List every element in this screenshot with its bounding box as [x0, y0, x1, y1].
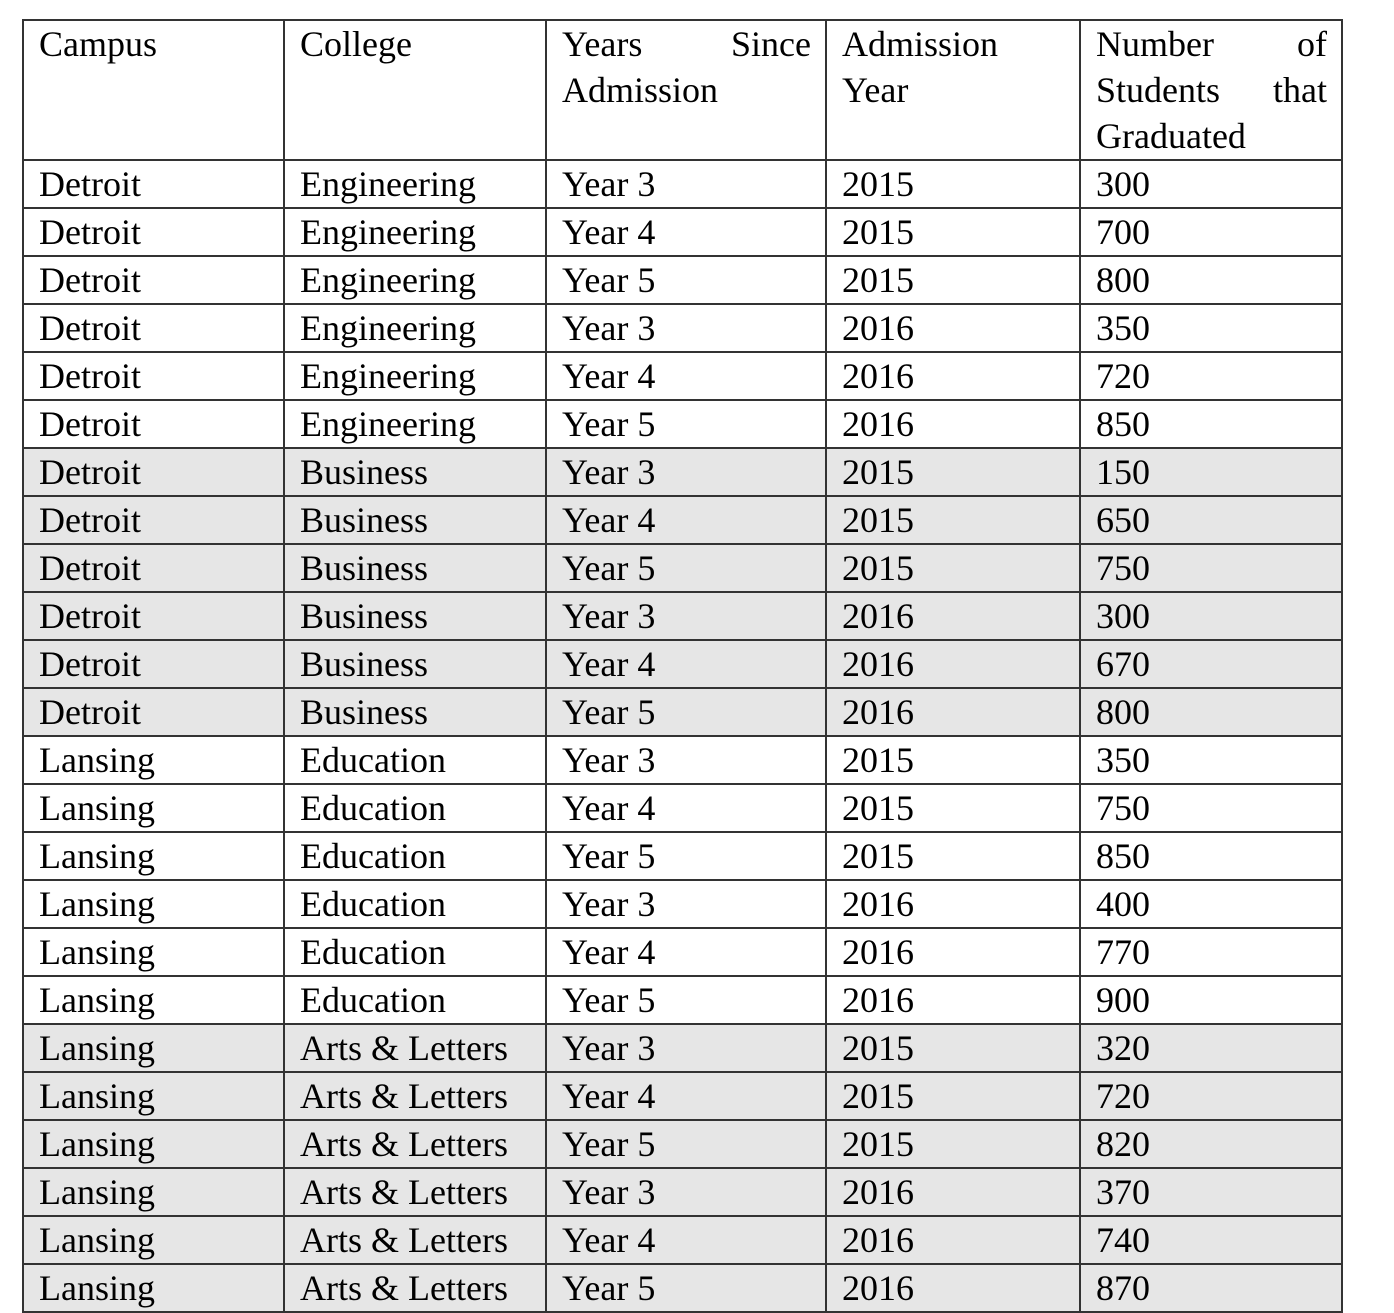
cell-years-since-admission: Year 4 — [546, 208, 826, 256]
table-row — [23, 304, 1342, 352]
cell-college: Business — [284, 688, 546, 736]
cell-years-since-admission: Year 5 — [546, 976, 826, 1024]
table-row — [23, 880, 1342, 928]
cell-years-since-admission: Year 3 — [546, 880, 826, 928]
cell-students-graduated: 670 — [1080, 640, 1342, 688]
cell-admission-year: 2015 — [826, 1072, 1080, 1120]
cell-campus: Detroit — [23, 544, 284, 592]
cell-campus: Lansing — [23, 784, 284, 832]
cell-admission-year: 2016 — [826, 592, 1080, 640]
cell-college: Engineering — [284, 160, 546, 208]
cell-campus: Detroit — [23, 592, 284, 640]
cell-admission-year: 2016 — [826, 640, 1080, 688]
cell-students-graduated: 750 — [1080, 544, 1342, 592]
cell-students-graduated: 820 — [1080, 1120, 1342, 1168]
cell-college: Business — [284, 496, 546, 544]
table-row — [23, 736, 1342, 784]
cell-campus: Lansing — [23, 736, 284, 784]
cell-students-graduated: 300 — [1080, 592, 1342, 640]
cell-students-graduated: 800 — [1080, 256, 1342, 304]
table-row — [23, 256, 1342, 304]
header-campus: Campus — [23, 20, 284, 160]
table-row — [23, 1024, 1342, 1072]
table-row — [23, 448, 1342, 496]
cell-campus: Lansing — [23, 832, 284, 880]
table-row — [23, 544, 1342, 592]
cell-campus: Lansing — [23, 1024, 284, 1072]
cell-campus: Detroit — [23, 304, 284, 352]
cell-college: Education — [284, 880, 546, 928]
cell-years-since-admission: Year 4 — [546, 1072, 826, 1120]
cell-students-graduated: 650 — [1080, 496, 1342, 544]
table-row — [23, 208, 1342, 256]
cell-college: Education — [284, 736, 546, 784]
cell-campus: Detroit — [23, 256, 284, 304]
cell-college: Arts & Letters — [284, 1120, 546, 1168]
cell-campus: Lansing — [23, 880, 284, 928]
table-row — [23, 688, 1342, 736]
cell-college: Engineering — [284, 400, 546, 448]
cell-students-graduated: 770 — [1080, 928, 1342, 976]
header-admission-year: Admission Year — [826, 20, 1080, 160]
cell-admission-year: 2015 — [826, 1024, 1080, 1072]
cell-college: Engineering — [284, 304, 546, 352]
graduation-table — [22, 19, 1343, 1313]
cell-campus: Lansing — [23, 1264, 284, 1312]
cell-years-since-admission: Year 3 — [546, 448, 826, 496]
cell-college: Arts & Letters — [284, 1168, 546, 1216]
cell-students-graduated: 370 — [1080, 1168, 1342, 1216]
cell-admission-year: 2015 — [826, 784, 1080, 832]
cell-admission-year: 2016 — [826, 1216, 1080, 1264]
table-row — [23, 832, 1342, 880]
cell-college: Arts & Letters — [284, 1072, 546, 1120]
cell-campus: Lansing — [23, 1072, 284, 1120]
cell-years-since-admission: Year 3 — [546, 304, 826, 352]
cell-college: Arts & Letters — [284, 1216, 546, 1264]
cell-college: Arts & Letters — [284, 1264, 546, 1312]
cell-campus: Detroit — [23, 160, 284, 208]
table-row — [23, 1120, 1342, 1168]
cell-years-since-admission: Year 4 — [546, 496, 826, 544]
cell-students-graduated: 850 — [1080, 400, 1342, 448]
cell-students-graduated: 720 — [1080, 352, 1342, 400]
cell-campus: Detroit — [23, 640, 284, 688]
cell-admission-year: 2015 — [826, 448, 1080, 496]
cell-students-graduated: 350 — [1080, 304, 1342, 352]
header-years-since-admission: Years Since Admission — [546, 20, 826, 160]
table-row — [23, 1168, 1342, 1216]
cell-campus: Detroit — [23, 400, 284, 448]
cell-students-graduated: 720 — [1080, 1072, 1342, 1120]
cell-campus: Detroit — [23, 352, 284, 400]
cell-admission-year: 2016 — [826, 976, 1080, 1024]
header-row — [23, 20, 1342, 160]
cell-college: Business — [284, 544, 546, 592]
cell-admission-year: 2016 — [826, 928, 1080, 976]
cell-years-since-admission: Year 4 — [546, 640, 826, 688]
cell-college: Education — [284, 784, 546, 832]
cell-campus: Detroit — [23, 448, 284, 496]
cell-years-since-admission: Year 5 — [546, 688, 826, 736]
cell-admission-year: 2015 — [826, 160, 1080, 208]
cell-students-graduated: 350 — [1080, 736, 1342, 784]
header-students-graduated: Number of Students that Graduated — [1080, 20, 1342, 160]
cell-years-since-admission: Year 4 — [546, 928, 826, 976]
cell-college: Education — [284, 832, 546, 880]
cell-admission-year: 2015 — [826, 496, 1080, 544]
cell-admission-year: 2015 — [826, 736, 1080, 784]
cell-campus: Detroit — [23, 496, 284, 544]
cell-campus: Lansing — [23, 1216, 284, 1264]
cell-admission-year: 2016 — [826, 352, 1080, 400]
cell-admission-year: 2016 — [826, 400, 1080, 448]
cell-campus: Detroit — [23, 208, 284, 256]
cell-years-since-admission: Year 4 — [546, 784, 826, 832]
table-row — [23, 1264, 1342, 1312]
cell-years-since-admission: Year 5 — [546, 256, 826, 304]
table-row — [23, 400, 1342, 448]
cell-years-since-admission: Year 3 — [546, 592, 826, 640]
cell-college: Education — [284, 976, 546, 1024]
cell-admission-year: 2015 — [826, 832, 1080, 880]
cell-years-since-admission: Year 5 — [546, 1264, 826, 1312]
cell-students-graduated: 850 — [1080, 832, 1342, 880]
cell-years-since-admission: Year 4 — [546, 1216, 826, 1264]
cell-admission-year: 2016 — [826, 1264, 1080, 1312]
header-college: College — [284, 20, 546, 160]
cell-students-graduated: 150 — [1080, 448, 1342, 496]
cell-admission-year: 2015 — [826, 208, 1080, 256]
cell-students-graduated: 800 — [1080, 688, 1342, 736]
cell-campus: Lansing — [23, 1120, 284, 1168]
cell-college: Engineering — [284, 208, 546, 256]
table-row — [23, 352, 1342, 400]
cell-admission-year: 2015 — [826, 544, 1080, 592]
cell-students-graduated: 700 — [1080, 208, 1342, 256]
cell-college: Engineering — [284, 256, 546, 304]
cell-students-graduated: 900 — [1080, 976, 1342, 1024]
cell-college: Business — [284, 448, 546, 496]
cell-years-since-admission: Year 3 — [546, 160, 826, 208]
cell-college: Business — [284, 592, 546, 640]
cell-students-graduated: 320 — [1080, 1024, 1342, 1072]
cell-years-since-admission: Year 5 — [546, 832, 826, 880]
cell-years-since-admission: Year 5 — [546, 400, 826, 448]
cell-admission-year: 2015 — [826, 1120, 1080, 1168]
cell-years-since-admission: Year 5 — [546, 1120, 826, 1168]
cell-campus: Lansing — [23, 928, 284, 976]
cell-students-graduated: 300 — [1080, 160, 1342, 208]
cell-campus: Detroit — [23, 688, 284, 736]
table-row — [23, 160, 1342, 208]
table-row — [23, 592, 1342, 640]
table-row — [23, 976, 1342, 1024]
cell-years-since-admission: Year 3 — [546, 1024, 826, 1072]
cell-college: Arts & Letters — [284, 1024, 546, 1072]
cell-college: Education — [284, 928, 546, 976]
cell-college: Engineering — [284, 352, 546, 400]
cell-students-graduated: 750 — [1080, 784, 1342, 832]
cell-students-graduated: 870 — [1080, 1264, 1342, 1312]
cell-admission-year: 2016 — [826, 880, 1080, 928]
cell-campus: Lansing — [23, 976, 284, 1024]
cell-admission-year: 2016 — [826, 1168, 1080, 1216]
cell-campus: Lansing — [23, 1168, 284, 1216]
cell-years-since-admission: Year 5 — [546, 544, 826, 592]
cell-admission-year: 2016 — [826, 688, 1080, 736]
table-row — [23, 1072, 1342, 1120]
table-body — [23, 20, 1342, 1312]
table-row — [23, 640, 1342, 688]
table-row — [23, 1216, 1342, 1264]
cell-years-since-admission: Year 4 — [546, 352, 826, 400]
table-row — [23, 784, 1342, 832]
cell-students-graduated: 740 — [1080, 1216, 1342, 1264]
cell-years-since-admission: Year 3 — [546, 1168, 826, 1216]
cell-students-graduated: 400 — [1080, 880, 1342, 928]
cell-years-since-admission: Year 3 — [546, 736, 826, 784]
cell-admission-year: 2015 — [826, 256, 1080, 304]
table-row — [23, 928, 1342, 976]
cell-admission-year: 2016 — [826, 304, 1080, 352]
cell-college: Business — [284, 640, 546, 688]
table-row — [23, 496, 1342, 544]
